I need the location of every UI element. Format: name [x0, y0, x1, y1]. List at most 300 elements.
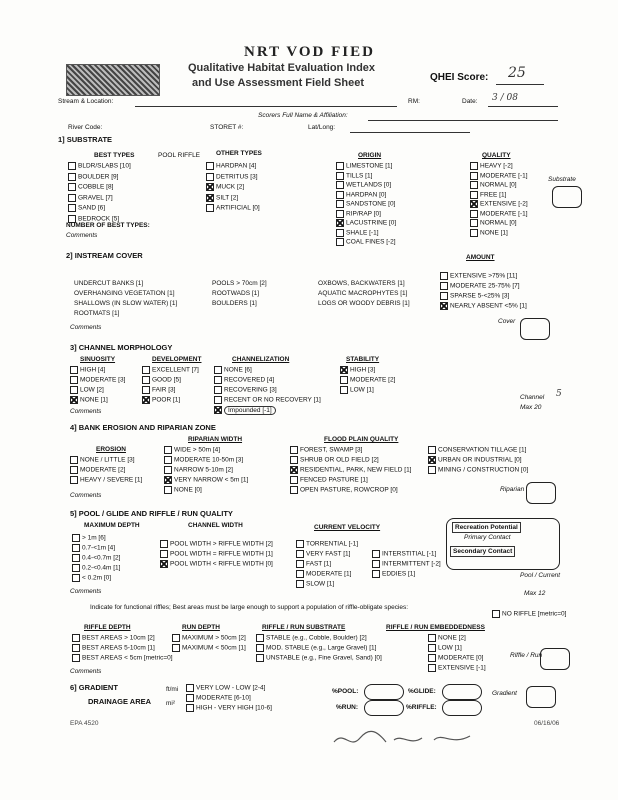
other-type-item[interactable] [206, 194, 260, 205]
origin-label: LACUSTRINE [0] [346, 219, 397, 227]
checkbox[interactable] [68, 173, 76, 181]
riparian-item[interactable] [164, 466, 248, 476]
checkbox[interactable] [70, 476, 78, 484]
checkbox-checked[interactable] [470, 200, 478, 208]
checkbox[interactable] [296, 580, 304, 588]
other-type-item[interactable] [206, 162, 260, 173]
checkbox[interactable] [428, 466, 436, 474]
checkbox[interactable] [256, 634, 264, 642]
channelization-item[interactable] [214, 406, 321, 416]
checkbox-checked[interactable] [160, 560, 168, 568]
gradient-score-box[interactable] [526, 686, 556, 708]
cover-item[interactable] [74, 310, 177, 320]
checkbox[interactable] [160, 550, 168, 558]
development-item[interactable] [142, 386, 199, 396]
checkbox[interactable] [186, 684, 194, 692]
channelization-item[interactable] [214, 376, 321, 386]
checkbox[interactable] [428, 634, 436, 642]
current-velocity-header: CURRENT VELOCITY [314, 524, 381, 531]
development-item[interactable] [142, 366, 199, 376]
stability-item[interactable] [340, 376, 395, 386]
origin-item[interactable] [336, 200, 396, 210]
riffle-substrate-item[interactable] [256, 654, 382, 664]
ohio-epa-logo [66, 64, 160, 96]
checkbox[interactable] [164, 486, 172, 494]
quality-header: QUALITY [482, 152, 511, 159]
origin-item[interactable] [336, 162, 396, 172]
pct-run-field[interactable] [364, 700, 404, 716]
checkbox[interactable] [470, 172, 478, 180]
checkbox-checked[interactable] [340, 366, 348, 374]
checkbox[interactable] [68, 194, 76, 202]
stability-list [340, 366, 395, 396]
checkbox[interactable] [164, 466, 172, 474]
checkbox[interactable] [70, 366, 78, 374]
velocity-label: SLOW [1] [306, 580, 335, 588]
checkbox-checked[interactable] [206, 194, 214, 202]
cover-score-box[interactable] [520, 318, 550, 340]
no-riffle-item[interactable] [492, 610, 566, 618]
cover-item[interactable] [212, 290, 267, 300]
cover-label: OVERHANGING VEGETATION [1] [74, 290, 175, 297]
other-type-label: DETRITUS [3] [216, 173, 258, 181]
pct-glide-field[interactable] [442, 684, 482, 700]
cover-score-label: Cover [498, 318, 516, 325]
stability-label: MODERATE [2] [350, 376, 396, 384]
pct-pool-field[interactable] [364, 684, 404, 700]
checkbox[interactable] [428, 664, 436, 672]
checkbox[interactable] [214, 386, 222, 394]
checkbox[interactable] [428, 446, 436, 454]
checkbox[interactable] [186, 694, 194, 702]
checkbox[interactable] [340, 386, 348, 394]
checkbox[interactable] [72, 574, 80, 582]
cover-item[interactable] [74, 300, 177, 310]
depth-item[interactable] [72, 534, 120, 544]
stability-item[interactable] [340, 366, 395, 376]
flood-item[interactable] [290, 476, 412, 486]
checkbox[interactable] [470, 162, 478, 170]
checkbox[interactable] [336, 191, 344, 199]
run-depth-item[interactable] [172, 634, 246, 644]
quality-item[interactable] [470, 191, 528, 201]
development-label: EXCELLENT [7] [152, 366, 199, 374]
checkbox[interactable] [72, 564, 80, 572]
riffle-depth-item[interactable] [72, 654, 173, 664]
gradient-item[interactable] [186, 694, 272, 704]
quality-item[interactable] [470, 229, 528, 239]
checkbox[interactable] [470, 181, 478, 189]
checkbox[interactable] [214, 396, 222, 404]
checkbox-checked[interactable] [336, 219, 344, 227]
development-item[interactable] [142, 396, 199, 406]
origin-item[interactable] [336, 210, 396, 220]
amount-item[interactable] [440, 282, 527, 292]
checkbox[interactable] [72, 654, 80, 662]
width-item[interactable] [160, 560, 273, 570]
pct-run-label: %RUN: [336, 704, 359, 711]
amount-list [440, 272, 527, 312]
checkbox[interactable] [290, 446, 298, 454]
velocity-item[interactable] [372, 570, 441, 580]
development-label: GOOD [5] [152, 376, 181, 384]
cover-item[interactable] [74, 280, 177, 290]
checkbox[interactable] [186, 704, 194, 712]
river-code-label: River Code: [68, 124, 103, 131]
erosion-item[interactable] [70, 466, 142, 476]
checkbox[interactable] [428, 654, 436, 662]
checkbox[interactable] [70, 386, 78, 394]
stream-location-field[interactable] [135, 106, 397, 107]
depth-item[interactable] [72, 554, 120, 564]
other-type-item[interactable] [206, 204, 260, 215]
riparian-item[interactable] [164, 456, 248, 466]
velocity-list-2 [372, 550, 441, 580]
riffle-substrate-item[interactable] [256, 634, 382, 644]
substrate-score-box[interactable] [552, 186, 582, 208]
amount-header: AMOUNT [466, 254, 495, 261]
checkbox[interactable] [70, 456, 78, 464]
pool-riffle-header: POOL RIFFLE [158, 152, 201, 159]
checkbox[interactable] [336, 181, 344, 189]
flood-item[interactable] [290, 486, 412, 496]
origin-item[interactable] [336, 191, 396, 201]
other-type-item[interactable] [206, 183, 260, 194]
channel-width-list [160, 540, 273, 570]
other-type-label: MUCK [2] [216, 183, 245, 191]
cover-item[interactable] [212, 300, 267, 310]
erosion-label: HEAVY / SEVERE [1] [80, 476, 143, 484]
velocity-slow-item[interactable] [296, 580, 334, 588]
checkbox[interactable] [72, 634, 80, 642]
checkbox[interactable] [68, 204, 76, 212]
checkbox[interactable] [296, 550, 304, 558]
velocity-item[interactable] [296, 540, 358, 550]
pct-riffle-field[interactable] [442, 700, 482, 716]
channelization-label: Impounded [-1] [224, 406, 276, 415]
checkbox[interactable] [296, 540, 304, 548]
pct-riffle-label: %RIFFLE: [406, 704, 437, 711]
development-item[interactable] [142, 376, 199, 386]
flood-item[interactable] [428, 456, 528, 466]
checkbox[interactable] [256, 654, 264, 662]
checkbox[interactable] [492, 610, 500, 618]
amount-label: EXTENSIVE >75% [11] [450, 272, 518, 280]
flood-plain-list-2 [428, 446, 528, 476]
velocity-label: VERY FAST [1] [306, 550, 351, 558]
depth-label: 0.2-<0.4m [1] [82, 564, 121, 572]
origin-item[interactable] [336, 181, 396, 191]
checkbox[interactable] [206, 204, 214, 212]
cover-label: AQUATIC MACROPHYTES [1] [318, 290, 408, 297]
checkbox[interactable] [164, 446, 172, 454]
cover-item[interactable] [212, 280, 267, 290]
flood-item[interactable] [290, 466, 412, 476]
pct-glide-label: %GLIDE: [408, 688, 436, 695]
gradient-list [186, 684, 272, 714]
best-type-item[interactable] [68, 162, 131, 173]
riparian-label: NARROW 5-10m [2] [174, 466, 233, 474]
depth-item[interactable] [72, 564, 120, 574]
checkbox[interactable] [142, 376, 150, 384]
flood-plain-list-1 [290, 446, 412, 496]
flood-item[interactable] [290, 456, 412, 466]
flood-label: FOREST, SWAMP [3] [300, 446, 363, 454]
velocity-item[interactable] [372, 550, 441, 560]
checkbox[interactable] [296, 560, 304, 568]
riffle-depth-item[interactable] [72, 634, 173, 644]
checkbox[interactable] [142, 366, 150, 374]
qhei-score-line [496, 84, 544, 85]
gradient-label: HIGH - VERY HIGH [10-6] [196, 704, 272, 712]
checkbox[interactable] [470, 229, 478, 237]
stability-item[interactable] [340, 386, 395, 396]
riparian-score-box[interactable] [526, 482, 556, 504]
riffle-embed-item[interactable] [428, 634, 486, 644]
storet-label: STORET #: [210, 124, 244, 131]
checkbox[interactable] [336, 162, 344, 170]
riparian-item[interactable] [164, 446, 248, 456]
riffle-embed-label: LOW [1] [438, 644, 462, 652]
gradient-item[interactable] [186, 684, 272, 694]
checkbox[interactable] [336, 172, 344, 180]
quality-item[interactable] [470, 162, 528, 172]
checkbox[interactable] [290, 456, 298, 464]
best-type-item[interactable] [68, 183, 131, 194]
riffle-embed-list [428, 634, 486, 674]
amount-item[interactable] [440, 302, 527, 312]
footer-right: 06/16/06 [534, 720, 560, 727]
checkbox[interactable] [164, 456, 172, 464]
checkbox[interactable] [440, 292, 448, 300]
run-depth-header: RUN DEPTH [182, 624, 220, 631]
qhei-score-label: QHEI Score: [430, 72, 489, 83]
velocity-item[interactable] [296, 570, 358, 580]
checkbox[interactable] [72, 644, 80, 652]
primary-contact-label[interactable]: Primary Contact [464, 534, 511, 541]
best-type-item[interactable] [68, 173, 131, 184]
cover-item[interactable] [318, 290, 410, 300]
best-type-item[interactable] [68, 204, 131, 215]
drainage-area-label: DRAINAGE AREA [88, 697, 152, 706]
riffle-embed-item[interactable] [428, 654, 486, 664]
checkbox-checked[interactable] [440, 302, 448, 310]
pool-score-label: Pool / Current [520, 572, 561, 579]
velocity-item[interactable] [372, 560, 441, 570]
sinuosity-item[interactable] [70, 396, 125, 406]
riffle-embed-label: NONE [2] [438, 634, 466, 642]
form-title: NRT VOD FIED [244, 44, 375, 60]
gradient-label: MODERATE [6-10] [196, 694, 251, 702]
quality-label: NORMAL [0] [480, 181, 517, 189]
checkbox[interactable] [470, 210, 478, 218]
origin-item[interactable] [336, 238, 396, 248]
checkbox-checked[interactable] [70, 396, 78, 404]
cover-label: ROOTMATS [1] [74, 310, 120, 317]
checkbox[interactable] [72, 554, 80, 562]
checkbox[interactable] [160, 540, 168, 548]
depth-label: 0.4-<0.7m [2] [82, 554, 121, 562]
stability-header: STABILITY [346, 356, 380, 363]
channelization-item[interactable] [214, 386, 321, 396]
checkbox[interactable] [440, 272, 448, 280]
sinuosity-item[interactable] [70, 376, 125, 386]
riffle-depth-label: BEST AREAS > 10cm [2] [82, 634, 155, 642]
quality-item[interactable] [470, 200, 528, 210]
flood-label: MINING / CONSTRUCTION [0] [438, 466, 529, 474]
checkbox[interactable] [72, 544, 80, 552]
flood-item[interactable] [428, 466, 528, 476]
origin-item[interactable] [336, 219, 396, 229]
quality-item[interactable] [470, 181, 528, 191]
origin-label: LIMESTONE [1] [346, 162, 393, 170]
checkbox[interactable] [256, 644, 264, 652]
date-value[interactable]: 3 / 08 [492, 93, 518, 103]
quality-item[interactable] [470, 210, 528, 220]
origin-item[interactable] [336, 229, 396, 239]
checkbox[interactable] [336, 229, 344, 237]
checkbox[interactable] [372, 560, 380, 568]
riffle-embed-item[interactable] [428, 664, 486, 674]
depth-label: 0.7-<1m [4] [82, 544, 116, 552]
flood-item[interactable] [290, 446, 412, 456]
origin-label: SANDSTONE [0] [346, 200, 396, 208]
checkbox[interactable] [172, 634, 180, 642]
channelization-item[interactable] [214, 396, 321, 406]
other-type-label: SILT [2] [216, 194, 239, 202]
checkbox[interactable] [296, 570, 304, 578]
sinuosity-label: HIGH [4] [80, 366, 106, 374]
checkbox[interactable] [290, 486, 298, 494]
scorers-field[interactable] [368, 120, 558, 121]
velocity-item[interactable] [296, 560, 358, 570]
checkbox[interactable] [336, 200, 344, 208]
checkbox-checked[interactable] [206, 183, 214, 191]
checkbox[interactable] [336, 210, 344, 218]
checkbox-checked[interactable] [164, 476, 172, 484]
gradient-item[interactable] [186, 704, 272, 714]
quality-label: MODERATE [-1] [480, 172, 528, 180]
cover-item[interactable] [318, 280, 410, 290]
riffle-substrate-header: RIFFLE / RUN SUBSTRATE [262, 624, 346, 631]
channelization-item[interactable] [214, 366, 321, 376]
checkbox[interactable] [290, 476, 298, 484]
erosion-item[interactable] [70, 476, 142, 486]
checkbox[interactable] [142, 386, 150, 394]
amount-item[interactable] [440, 292, 527, 302]
width-item[interactable] [160, 540, 273, 550]
checkbox[interactable] [206, 162, 214, 170]
checkbox[interactable] [440, 282, 448, 290]
velocity-item[interactable] [296, 550, 358, 560]
cover-comments-label: Comments [70, 324, 102, 331]
best-type-label: GRAVEL [7] [78, 194, 113, 202]
signature-scribble [330, 724, 480, 752]
other-type-item[interactable] [206, 173, 260, 184]
checkbox[interactable] [336, 238, 344, 246]
sinuosity-label: MODERATE [3] [80, 376, 126, 384]
cover-col-1 [74, 280, 177, 320]
riffle-substrate-item[interactable] [256, 644, 382, 654]
channelization-label: RECENT OR NO RECOVERY [1] [224, 396, 321, 404]
checkbox[interactable] [206, 173, 214, 181]
sinuosity-item[interactable] [70, 366, 125, 376]
cover-label: BOULDERS [1] [212, 300, 257, 307]
quality-item[interactable] [470, 219, 528, 229]
depth-item[interactable] [72, 544, 120, 554]
development-label: POOR [1] [152, 396, 181, 404]
checkbox[interactable] [470, 219, 478, 227]
checkbox-checked[interactable] [142, 396, 150, 404]
checkbox[interactable] [172, 644, 180, 652]
checkbox[interactable] [72, 534, 80, 542]
run-depth-list [172, 634, 246, 654]
development-header: DEVELOPMENT [152, 356, 202, 363]
lat-long-field[interactable] [350, 132, 470, 133]
cover-item[interactable] [318, 300, 410, 310]
origin-header: ORIGIN [358, 152, 382, 159]
riffle-substrate-label: UNSTABLE (e.g., Fine Gravel, Sand) [0] [266, 654, 382, 662]
checkbox-checked[interactable] [290, 466, 298, 474]
riffle-score-box[interactable] [540, 648, 570, 670]
riffle-embed-item[interactable] [428, 644, 486, 654]
riparian-item[interactable] [164, 476, 248, 486]
substrate-comments-label: Comments [66, 232, 98, 239]
stream-location-label: Stream & Location: [58, 98, 114, 105]
secondary-contact-label[interactable]: Secondary Contact [450, 546, 515, 557]
origin-label: HARDPAN [0] [346, 191, 387, 199]
run-depth-label: MAXIMUM < 50cm [1] [182, 644, 246, 652]
cover-item[interactable] [74, 290, 177, 300]
checkbox[interactable] [470, 191, 478, 199]
checkbox-checked[interactable] [428, 456, 436, 464]
checkbox[interactable] [372, 570, 380, 578]
channelization-list [214, 366, 321, 416]
origin-list [336, 162, 396, 248]
origin-item[interactable] [336, 172, 396, 182]
best-type-item[interactable] [68, 194, 131, 205]
width-label: POOL WIDTH < RIFFLE WIDTH [0] [170, 560, 273, 568]
development-label: FAIR [3] [152, 386, 176, 394]
channel-max: Max 20 [520, 404, 542, 411]
checkbox[interactable] [340, 376, 348, 384]
checkbox-checked[interactable] [214, 406, 222, 414]
stability-label: LOW [1] [350, 386, 374, 394]
run-depth-item[interactable] [172, 644, 246, 654]
checkbox[interactable] [372, 550, 380, 558]
lat-long-label: Lat/Long: [308, 124, 336, 131]
checkbox[interactable] [214, 376, 222, 384]
cover-col-2 [212, 280, 267, 310]
checkbox[interactable] [68, 183, 76, 191]
erosion-item[interactable] [70, 456, 142, 466]
depth-item[interactable] [72, 574, 120, 584]
checkbox[interactable] [70, 376, 78, 384]
sinuosity-item[interactable] [70, 386, 125, 396]
checkbox[interactable] [70, 466, 78, 474]
width-item[interactable] [160, 550, 273, 560]
riffle-depth-item[interactable] [72, 644, 173, 654]
riparian-item[interactable] [164, 486, 248, 496]
checkbox[interactable] [428, 644, 436, 652]
checkbox[interactable] [68, 162, 76, 170]
quality-item[interactable] [470, 172, 528, 182]
riffle-score-label: Riffle / Run [510, 652, 543, 659]
checkbox[interactable] [214, 366, 222, 374]
flood-item[interactable] [428, 446, 528, 456]
gradient-section-title: 6] GRADIENT [70, 683, 118, 692]
amount-item[interactable] [440, 272, 527, 282]
